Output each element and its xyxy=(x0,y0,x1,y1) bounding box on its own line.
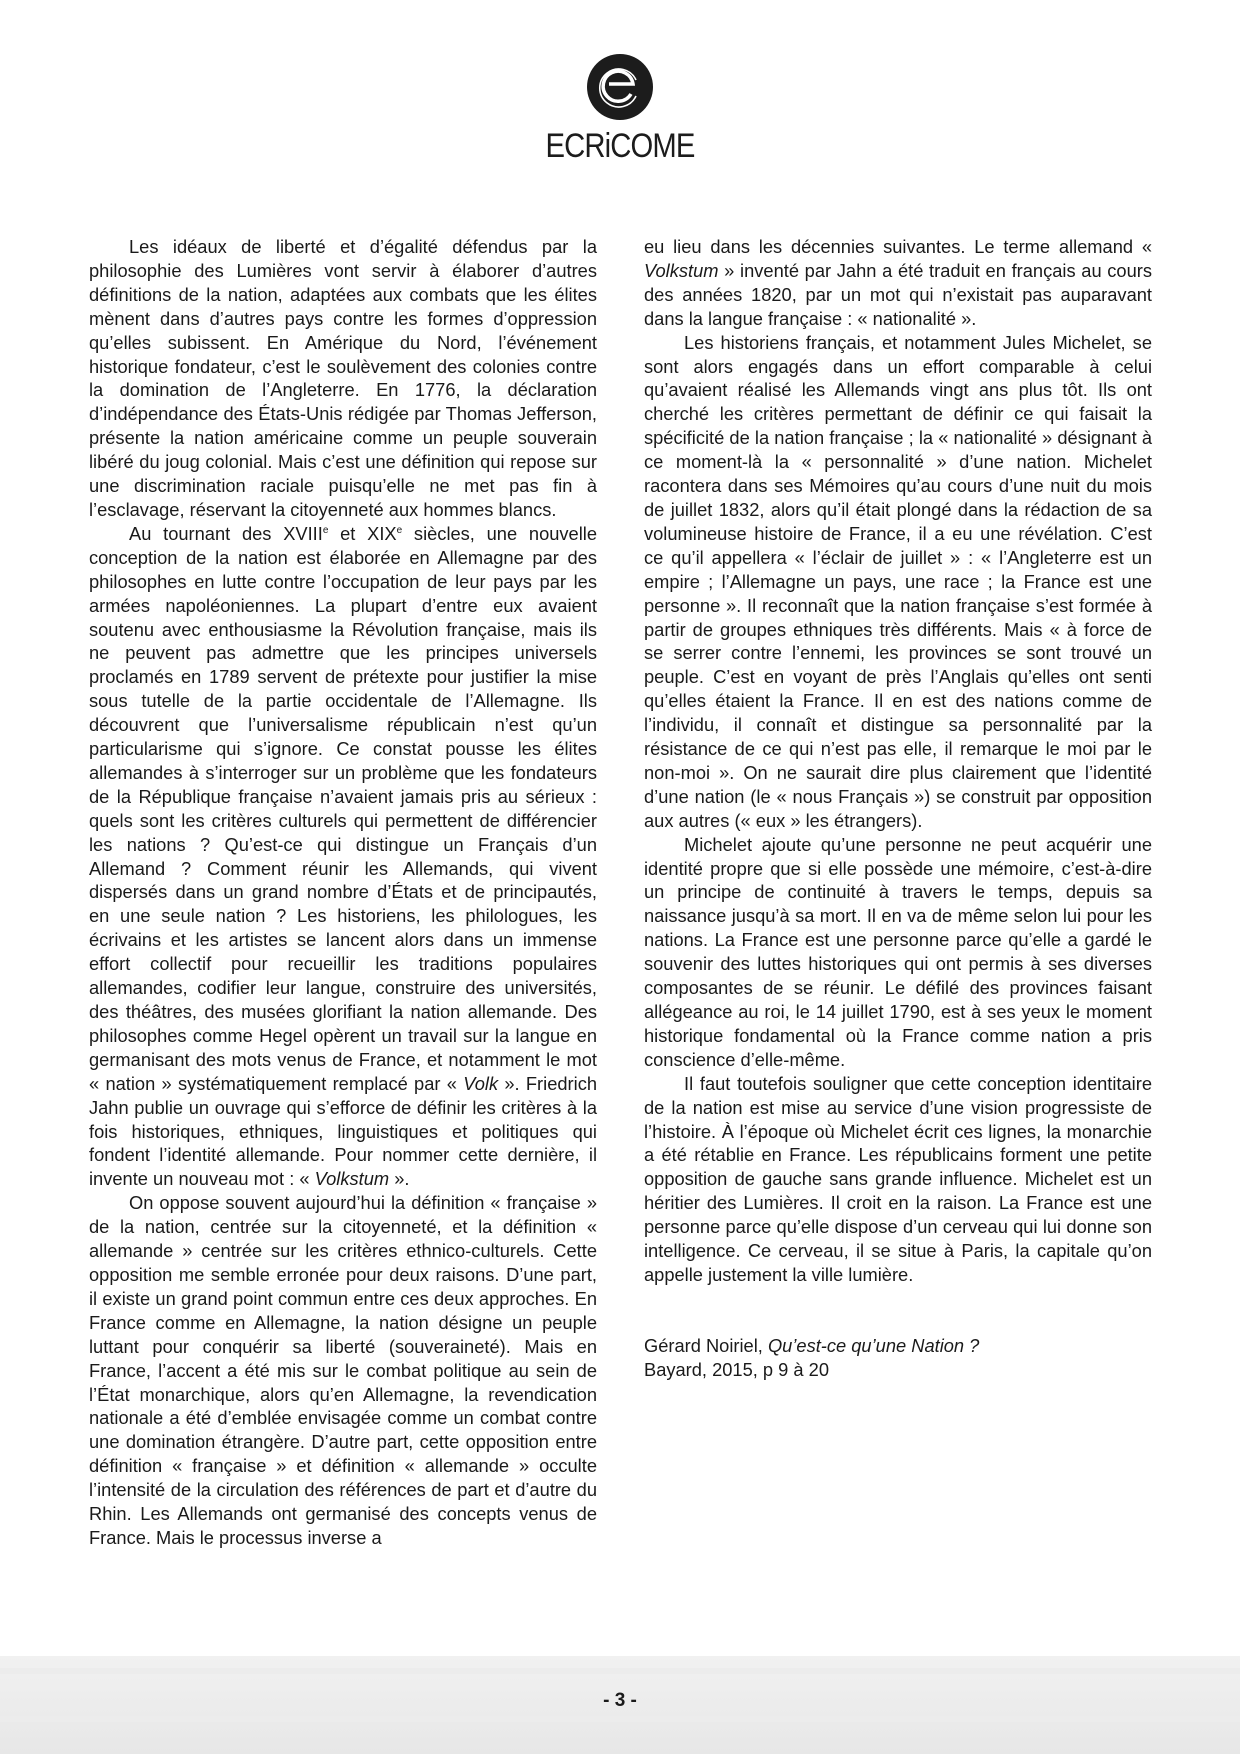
paragraph: On oppose souvent aujourd’hui la définition « française » de la nation, centrée sur la citoyenneté, et la définition « allemande » centrée sur les critères ethnico-culturels. Cette opposition me semble erronée pour deux raisons. D’une part, il existe un grand point commun entre ces deux approches. En France comme en Allemagne, la nation désigne un peuple luttant pour conquérir sa liberté (souveraineté). Mais en France, l’accent a été mis sur le combat politique au sein de l’État monarchique, alors qu’en Allemagne, la revendication nationale a été d’emblée envisagée comme un combat contre une domination étrangère. D’autre part, cette opposition entre définition « française » et définition « allemande » occulte l’intensité de la circulation des références de part et d’autre du Rhin. Les Allemands ont germanisé des concepts venus de France. Mais le processus inverse a xyxy=(89,1192,597,1548)
source-title: Qu’est-ce qu’une Nation ? xyxy=(767,1334,980,1356)
right-column xyxy=(644,235,1152,1382)
ecricome-e-logo-icon xyxy=(587,54,653,120)
source-author: Gérard Noiriel, xyxy=(644,1334,768,1356)
paragraph: Il faut toutefois souligner que cette conception identitaire de la nation est mise au service d’une vision progressiste de l’histoire. À l’époque où Michelet écrit ces lignes, la monarchie a été rétablie en France. Les républicains forment une petite opposition de gauche sans grande influence. Michelet est un héritier des Lumières. Il croit en la raison. La France est une personne parce qu’elle dispose d’un cerveau qui lui donne son intelligence. Ce cerveau, il se situe à Paris, la capitale qu’on appelle justement la ville lumière. xyxy=(644,1072,1152,1285)
term-volkstum: Volkstum xyxy=(314,1168,390,1190)
source-publisher: Bayard, 2015, p 9 à 20 xyxy=(644,1358,829,1380)
paragraph: Au tournant des XVIIIe et XIXe siècles, une nouvelle conception de la nation est élaborée en Allemagne par des philosophes en lutte contre l’occupation de leur pays par les armées napoléoniennes. La plupart d’entre eux avaient soutenu avec enthousiasme la Révolution française, mais ils ne peuvent pas admettre que les principes universels proclamés en 1789 servent de prétexte pour justifier la mise sous tutelle de la partie occidentale de l’Allemagne. Ils découvrent que l’universalisme républicain n’est qu’un particularisme qui s’ignore. Ce constat pousse les élites allemandes à s’interroger sur un problème que les fondateurs de la République française n’avaient jamais pris au sérieux : quels sont les critères culturels qui permettent de différencier les nations ? Qu’est-ce qui distingue un Français d’un Allemand ? Comment réunir les Allemands, qui vivent dispersés dans un grand nombre d’États et de principautés, en une seule nation ? Les historiens, les philologues, les écrivains et les artistes se lancent alors dans un immense effort collectif pour recueillir les traditions populaires allemandes, codifier leur langue, construire des universités, des théâtres, des musées glorifiant la nation allemande. Des philosophes comme Hegel opèrent un travail sur la langue en germanisant des mots venus de France, et notamment le mot « nation » systématiquement remplacé par « Volk ». Friedrich Jahn publie un ouvrage qui s’efforce de définir les critères à la fois historiques, ethniques, linguistiques et politiques qui fondent l’identité allemande. Pour nommer cette dernière, il invente un nouveau mot : « Volkstum ». xyxy=(89,522,598,1190)
paragraph: Les historiens français, et notamment Jules Michelet, se sont alors engagés dans un effort comparable à celui qu’avaient réalisé les Allemands vingt ans plus tôt. Ils ont cherché les critères permettant de définir ce qui faisait la spécificité de la nation française ; la « nationalité » désignant à ce moment-là la « personnalité » d’une nation. Michelet racontera dans ses Mémoires qu’au cours d’une nuit du mois de juillet 1832, alors qu’il était plongé dans la rédaction de sa volumineuse histoire de France, il a eu une révélation. C’est ce qu’il appellera « l’éclair de juillet » : « l’Angleterre est un empire ; l’Allemagne un pays, une race ; la France est une personne ». Il reconnaît que la nation française s’est formée à partir de groupes ethniques très différents. Mais « à force de se serrer contre l’ennemi, les provinces se sont trouvé un peuple. C’est en voyant de près l’Anglais qu’elles ont senti qu’elles étaient la France. Il en est des nations comme de l’individu, il connaît et distingue sa personnalité par la résistance de ce qui n’est pas elle, il remarque le moi par le non-moi ». On ne saurait dire plus clairement que l’identité d’une nation (le « nous Français ») se construit par opposition aux autres (« eux » les étrangers). xyxy=(644,331,1152,831)
source-citation xyxy=(644,1334,1152,1382)
page-number: - 3 - xyxy=(603,1690,637,1711)
left-column xyxy=(89,235,597,1550)
term-volk: Volk xyxy=(463,1072,499,1094)
paragraph: eu lieu dans les décennies suivantes. Le terme allemand « Volkstum » inventé par Jahn a été traduit en français au cours des années 1820, par un mot qui n’existait pas auparavant dans la langue française : « nationalité ». xyxy=(644,236,1152,329)
paragraph: Les idéaux de liberté et d’égalité défendus par la philosophie des Lumières vont servir à élaborer d’autres définitions de la nation, adaptées aux combats que les élites mènent dans d’autres pays contre les formes d’oppression qu’elles subissent. En Amérique du Nord, l’événement historique fondateur, c’est le soulèvement des colonies contre la domination de l’Angleterre. En 1776, la déclaration d’indépendance des États-Unis rédigée par Thomas Jefferson, présente la nation américaine comme un peuple souverain libéré du joug colonial. Mais c’est une définition qui repose sur une discrimination raciale puisqu’elle ne met pas fin à l’esclavage, réservant la citoyenneté aux hommes blancs. xyxy=(89,236,597,520)
term-volkstum: Volkstum xyxy=(644,259,719,281)
paragraph: Michelet ajoute qu’une personne ne peut acquérir une identité propre que si elle possède une mémoire, c’est-à-dire un principe de continuité à travers le temps, depuis sa naissance jusqu’à sa mort. Il en va de même selon lui pour les nations. La France est une personne parce qu’elle a gardé le souvenir des luttes historiques qui ont permis à ses diverses composantes de se réunir. Le défilé des provinces faisant allégeance au roi, le 14 juillet 1790, est à ses yeux le moment historique fondamental où la France comme nation a pris conscience d’elle-même. xyxy=(644,833,1152,1070)
header-logo xyxy=(0,54,1240,166)
brand-name: ECRiCOME xyxy=(545,127,695,165)
